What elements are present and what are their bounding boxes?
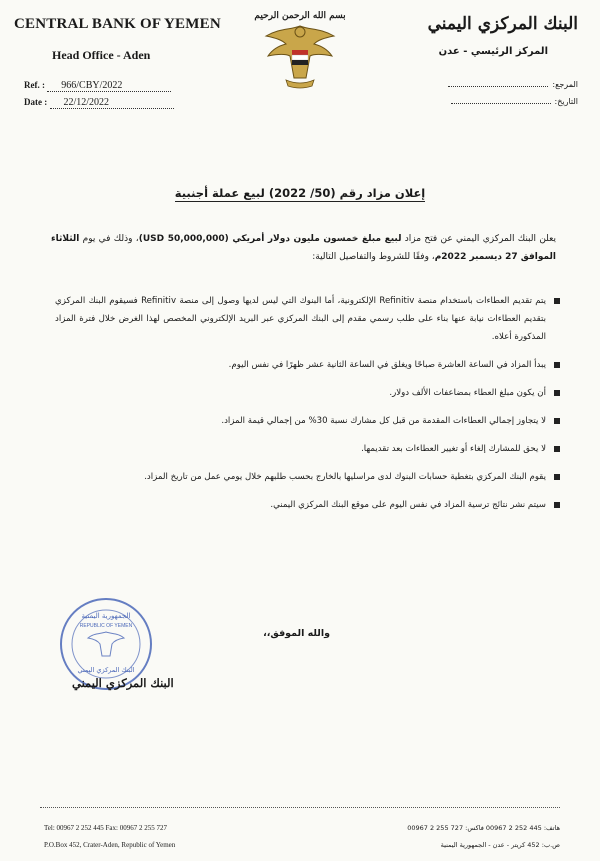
conditions-list — [55, 292, 560, 524]
notice-heading-text: إعلان مزاد رقم (50/ 2022) لبيع عملة أجنبية — [174, 186, 426, 200]
ar-date-label: التاريخ: — [554, 97, 578, 106]
date-label: Date : — [24, 97, 48, 107]
ar-head-office: المركز الرئيسي - عدن — [438, 46, 548, 57]
stamp-top-text: الجمهورية اليمنية — [81, 612, 131, 620]
list-item: سيتم نشر نتائج ترسية المزاد في نفس اليوم على موقع البنك المركزي اليمني. — [55, 496, 560, 514]
stamp-en-text: REPUBLIC OF YEMEN — [79, 623, 133, 629]
ref-label: Ref. : — [24, 80, 45, 90]
intro-paragraph — [51, 230, 556, 266]
footer-divider — [40, 807, 560, 808]
intro-amount: لبيع مبلغ خمسون مليون دولار أمريكي (50,000,000 USD) — [138, 234, 402, 244]
closing-text: والله الموفق،، — [263, 628, 330, 639]
ref-row — [24, 80, 171, 92]
intro-text-3: ، وفقًا للشروط والتفاصيل التالية: — [312, 252, 435, 262]
ar-ref-label: المرجع: — [552, 80, 578, 89]
footer-contact-ar: هاتف: 445 252 2 00967 فاكس: 727 255 2 00967 — [407, 824, 560, 832]
list-item: أن يكون مبلغ العطاء بمضاعفات الألف دولار. — [55, 384, 560, 402]
list-item: يتم تقديم العطاءات باستخدام منصة Refinitiv الإلكترونية، أما البنوك التي ليس لديها وصول إلى منصة Refinitiv فسيقوم البنك المركزي بتقديم العطاءات نيابة عنها بناء على طلب رسمي مقدم إلى البنك المركزي عبر البريد الإلكتروني المخصص لهذا الغرض خلال فترة المزاد المذكورة أعلاه. — [55, 292, 560, 346]
list-item: لا يتجاوز إجمالي العطاءات المقدمة من قبل كل مشارك نسبة 30% من إجمالي قيمة المزاد. — [55, 412, 560, 430]
intro-text-1: يعلن البنك المركزي اليمني عن فتح مزاد — [401, 234, 556, 244]
en-head-office: Head Office - Aden — [52, 48, 151, 62]
ref-value: 966/CBY/2022 — [47, 80, 171, 92]
ar-date-row — [428, 97, 578, 106]
footer-contact-en: Tel: 00967 2 252 445 Fax: 00967 2 255 727 — [44, 824, 167, 832]
stamp-bottom-text: البنك المركزي اليمني — [77, 666, 135, 674]
ar-bank-name: البنك المركزي اليمني — [427, 14, 578, 34]
date-value: 22/12/2022 — [50, 97, 174, 109]
intro-text-2: ، وذلك في يوم — [79, 234, 139, 244]
list-item: يبدأ المزاد في الساعة العاشرة صباحًا ويغلق في الساعة الثانية عشر ظهرًا في نفس اليوم. — [55, 356, 560, 374]
list-item: يقوم البنك المركزي بتغطية حسابات البنوك لدى مراسليها بالخارج بحسب طلبهم خلال يومي عمل من تاريخ المزاد. — [55, 468, 560, 486]
intro-date: الثلاثاء الموافق 27 ديسمبر 2022م — [51, 234, 556, 262]
ar-ref-row — [428, 80, 578, 89]
list-item: لا يحق للمشارك إلغاء أو تغيير العطاءات بعد تقديمها. — [55, 440, 560, 458]
footer-address-en: P.O.Box 452, Crater-Aden, Republic of Yemen — [44, 841, 176, 849]
en-bank-name: CENTRAL BANK OF YEMEN — [14, 16, 221, 32]
footer-address-ar: ص.ب: 452 كريتر - عدن - الجمهورية اليمنية — [440, 841, 560, 849]
notice-heading — [0, 186, 600, 200]
date-row — [24, 97, 174, 109]
emblem-basmala: بسم الله الرحمن الرحيم — [254, 11, 346, 21]
yemen-eagle-emblem — [250, 6, 350, 98]
signer-name: البنك المركزي اليمني — [72, 676, 174, 690]
